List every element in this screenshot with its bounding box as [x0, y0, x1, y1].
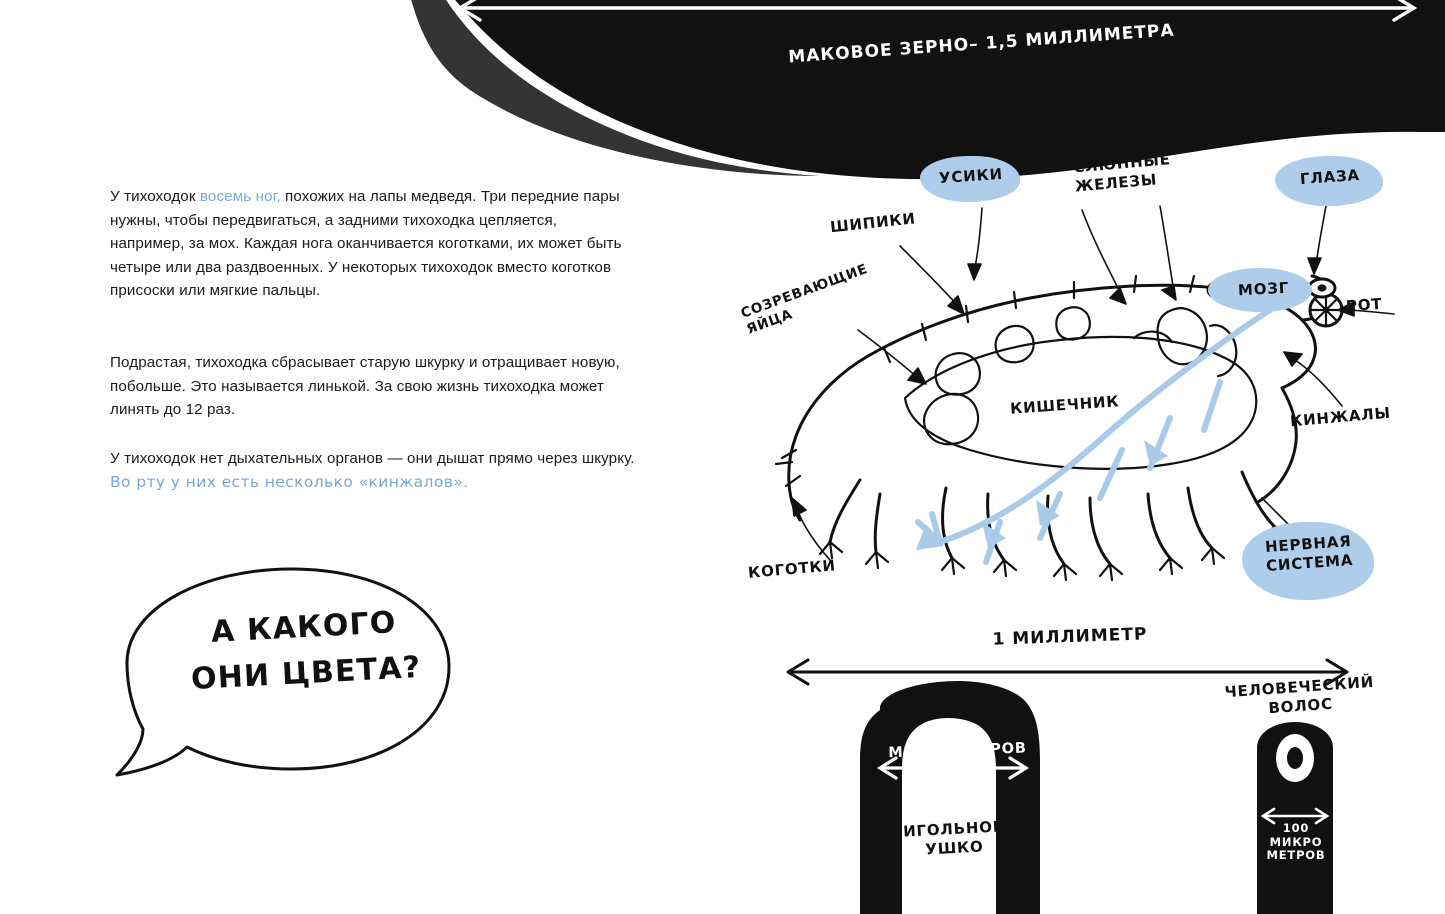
label-human-hair: ЧЕЛОВЕЧЕСКИЙ ВОЛОС: [1224, 672, 1375, 718]
text-segment-1: восемь ног,: [199, 188, 281, 206]
label-usiki: УСИКИ: [938, 164, 1004, 188]
scale-comparison-drawing: [760, 620, 1445, 914]
label-500-micrometers: 500 МИКРОМЕТРОВ: [888, 723, 1027, 762]
paragraph-molting: [110, 351, 635, 422]
label-rot: РОТ: [1345, 294, 1383, 316]
speech-bubble-line2: ОНИ ЦВЕТА?: [190, 649, 423, 697]
label-nervnaya-sistema: НЕРВНАЯ СИСТЕМА: [1264, 532, 1354, 575]
paragraph-breathing: [110, 447, 635, 494]
tardigrade-anatomy-diagram: [730, 150, 1445, 620]
scale-comparison-diagram: [760, 620, 1445, 914]
text-segment-0: У тихоходок нет дыхательных органов — они дышат прямо через шкурку.: [110, 450, 635, 468]
poppy-seed-scale-label: МАКОВОЕ ЗЕРНО– 1,5 МИЛЛИМЕТРА: [787, 20, 1176, 68]
label-shipiki: ШИПИКИ: [829, 209, 917, 237]
paragraph-legs: [110, 185, 635, 303]
text-segment-1: Во рту у них есть несколько «кинжалов».: [110, 472, 469, 491]
label-kishechnik: КИШЕЧНИК: [1009, 392, 1120, 418]
label-glaza: ГЛАЗА: [1299, 165, 1361, 189]
label-100-micrometers: 100 МИКРО МЕТРОВ: [1266, 821, 1326, 862]
text-segment-0: У тихоходок: [110, 188, 200, 206]
text-segment-0: Подрастая, тихоходка сбрасывает старую шкурку и отращивает новую, побольше. Это называется линькой. За свою жизнь тихоходка может линять до 12 раз.: [110, 354, 620, 419]
label-needle-eye: ИГОЛЬНОЕ УШКО: [902, 817, 1005, 859]
label-kogotki: КОГОТКИ: [747, 556, 837, 582]
label-slunnye-zhelezy: СЛЮННЫЕ ЖЕЛЕЗЫ: [1072, 150, 1172, 196]
speech-bubble-text: [158, 597, 452, 704]
label-kinzhaly: КИНЖАЛЫ: [1289, 403, 1392, 431]
label-mozg: МОЗГ: [1237, 278, 1290, 300]
text-segment-2: похожих на лапы медведя. Три передние пары нужны, чтобы передвигаться, а задними тихоходка цепляется, например, за мох. Каждая нога оканчивается коготками, их может быть четыре или два раздвоенных. У некоторых тихоходок вместо коготков присоски или мягкие пальцы.: [110, 188, 622, 300]
label-one-millimeter: 1 МИЛЛИМЕТР: [992, 624, 1148, 650]
speech-bubble: [55, 545, 475, 805]
label-sozrevayushchie-yaytsa: СОЗРЕВАЮЩИЕ ЯЙЦА: [738, 260, 871, 338]
speech-bubble-line1: А КАКОГО: [210, 605, 398, 650]
